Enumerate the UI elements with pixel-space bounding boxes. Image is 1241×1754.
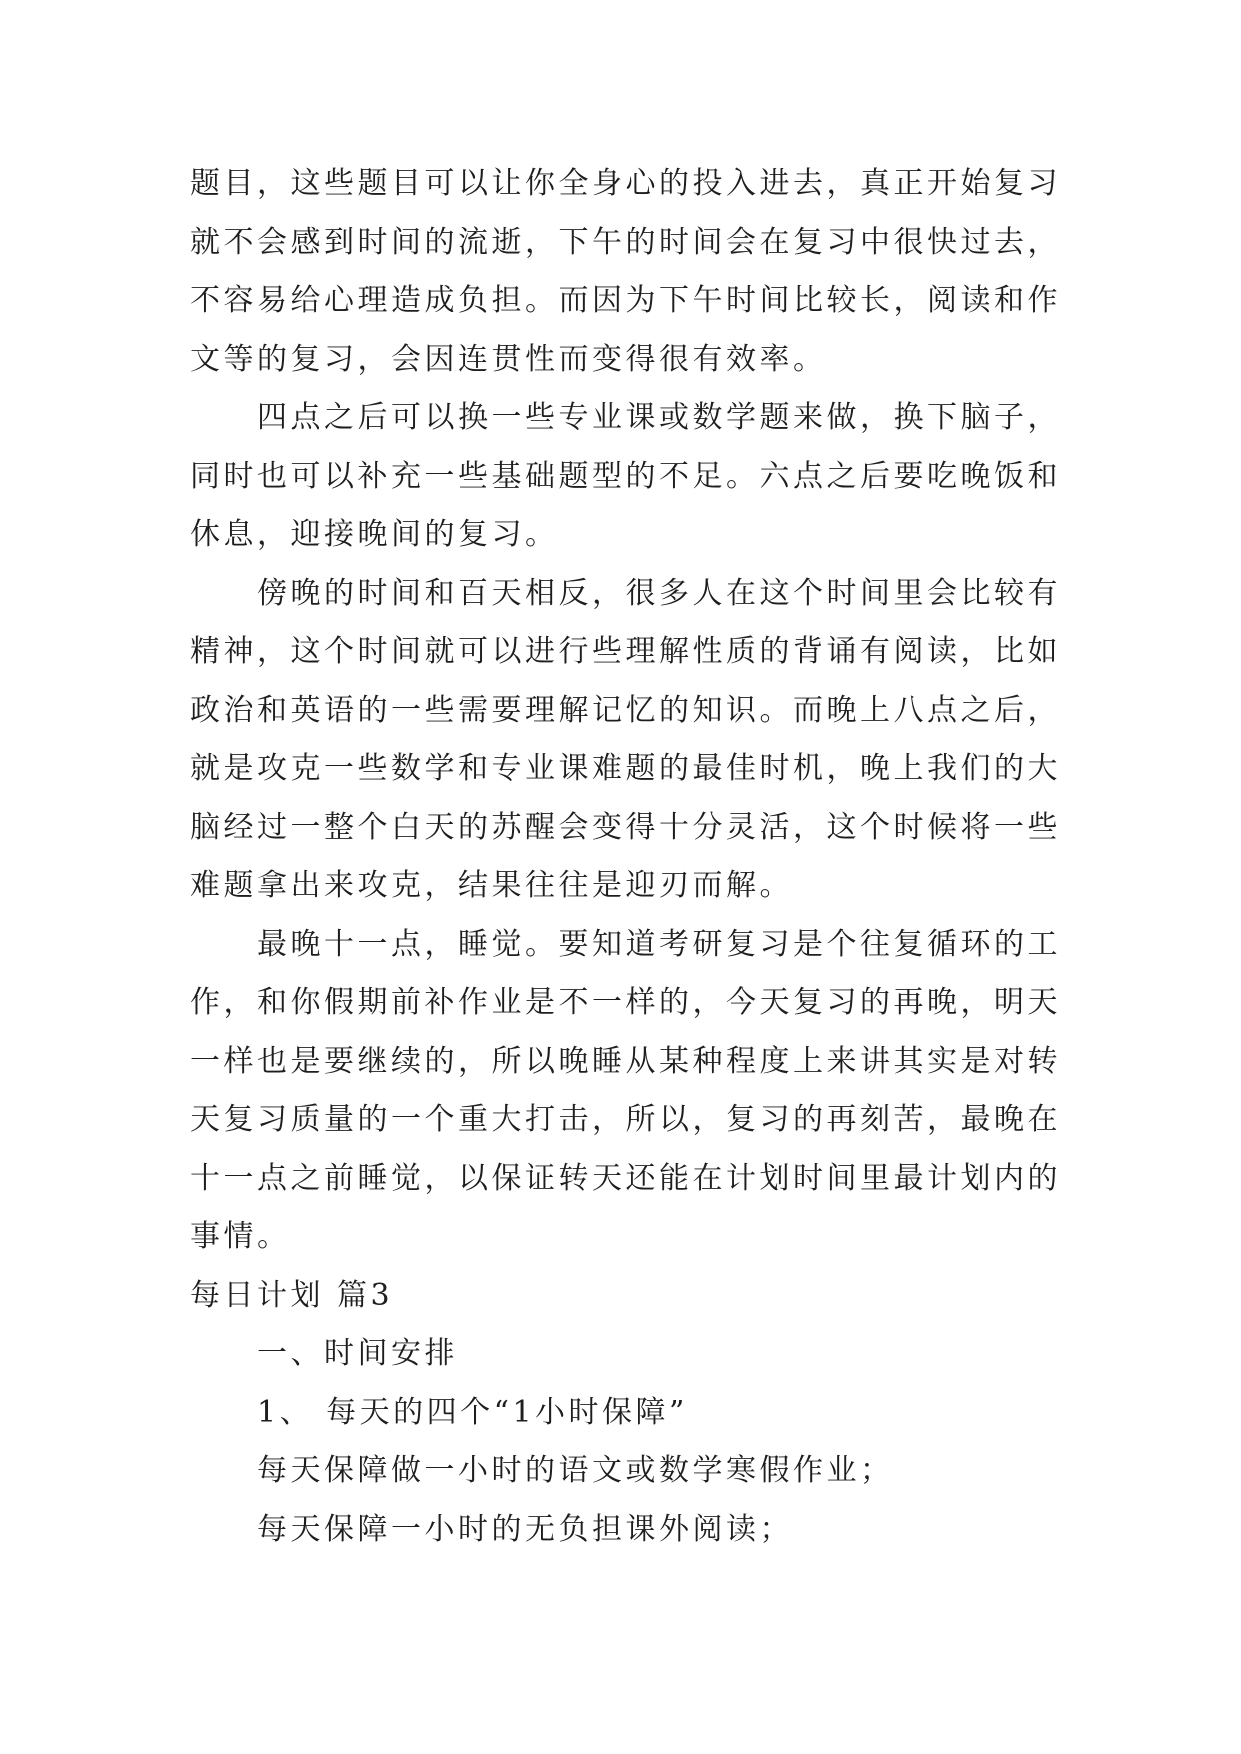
- list-item-title: 1、 每天的四个“1小时保障”: [257, 1394, 688, 1430]
- text-line: 同时也可以补充一些基础题型的不足。六点之后要吃晚饭和: [190, 458, 1061, 494]
- text-line: 最晚十一点，睡觉。要知道考研复习是个往复循环的工: [257, 926, 1061, 962]
- text-line: 一样也是要继续的，所以晚睡从某种程度上来讲其实是对转: [190, 1043, 1061, 1079]
- text-line: 就不会感到时间的流逝，下午的时间会在复习中很快过去，: [190, 224, 1061, 260]
- paragraph: [190, 565, 1110, 916]
- text-line: 政治和英语的一些需要理解记忆的知识。而晚上八点之后，: [190, 692, 1061, 728]
- text-line: 难题拿出来攻克，结果往往是迎刃而解。: [190, 868, 793, 903]
- paragraph: [190, 389, 1110, 565]
- paragraph: [190, 155, 1110, 389]
- text-line: 休息，迎接晚间的复习。: [190, 517, 559, 552]
- text-line: 题目，这些题目可以让你全身心的投入进去，真正开始复习: [190, 166, 1061, 201]
- text-line: 傍晚的时间和百天相反，很多人在这个时间里会比较有: [257, 575, 1061, 611]
- paragraph: [190, 916, 1110, 1267]
- text-line: 四点之后可以换一些专业课或数学题来做，换下脑子，: [257, 400, 1061, 435]
- text-line: 就是攻克一些数学和专业课难题的最佳时机，晚上我们的大: [190, 751, 1061, 786]
- document-body: [190, 155, 1110, 1559]
- text-line: 十一点之前睡觉，以保证转天还能在计划时间里最计划内的: [190, 1160, 1061, 1196]
- text-line: 文等的复习，会因连贯性而变得很有效率。: [190, 341, 827, 377]
- text-line: 事情。: [190, 1219, 291, 1254]
- text-line: 精神，这个时间就可以进行些理解性质的背诵有阅读，比如: [190, 634, 1061, 669]
- text-line: 天复习质量的一个重大打击，所以，复习的再刻苦，最晚在: [190, 1102, 1061, 1137]
- text-line: 脑经过一整个白天的苏醒会变得十分灵活，这个时候将一些: [190, 809, 1061, 845]
- text-line: 不容易给心理造成负担。而因为下午时间比较长，阅读和作: [190, 283, 1061, 318]
- section-heading: 每日计划 篇3: [190, 1277, 394, 1313]
- list-item-line: 每天保障做一小时的语文或数学寒假作业；: [257, 1453, 894, 1488]
- text-line: 作，和你假期前补作业是不一样的，今天复习的再晚，明天: [190, 985, 1061, 1020]
- list-item-line: 每天保障一小时的无负担课外阅读；: [257, 1511, 793, 1547]
- section-subheading: 一、时间安排: [257, 1336, 458, 1371]
